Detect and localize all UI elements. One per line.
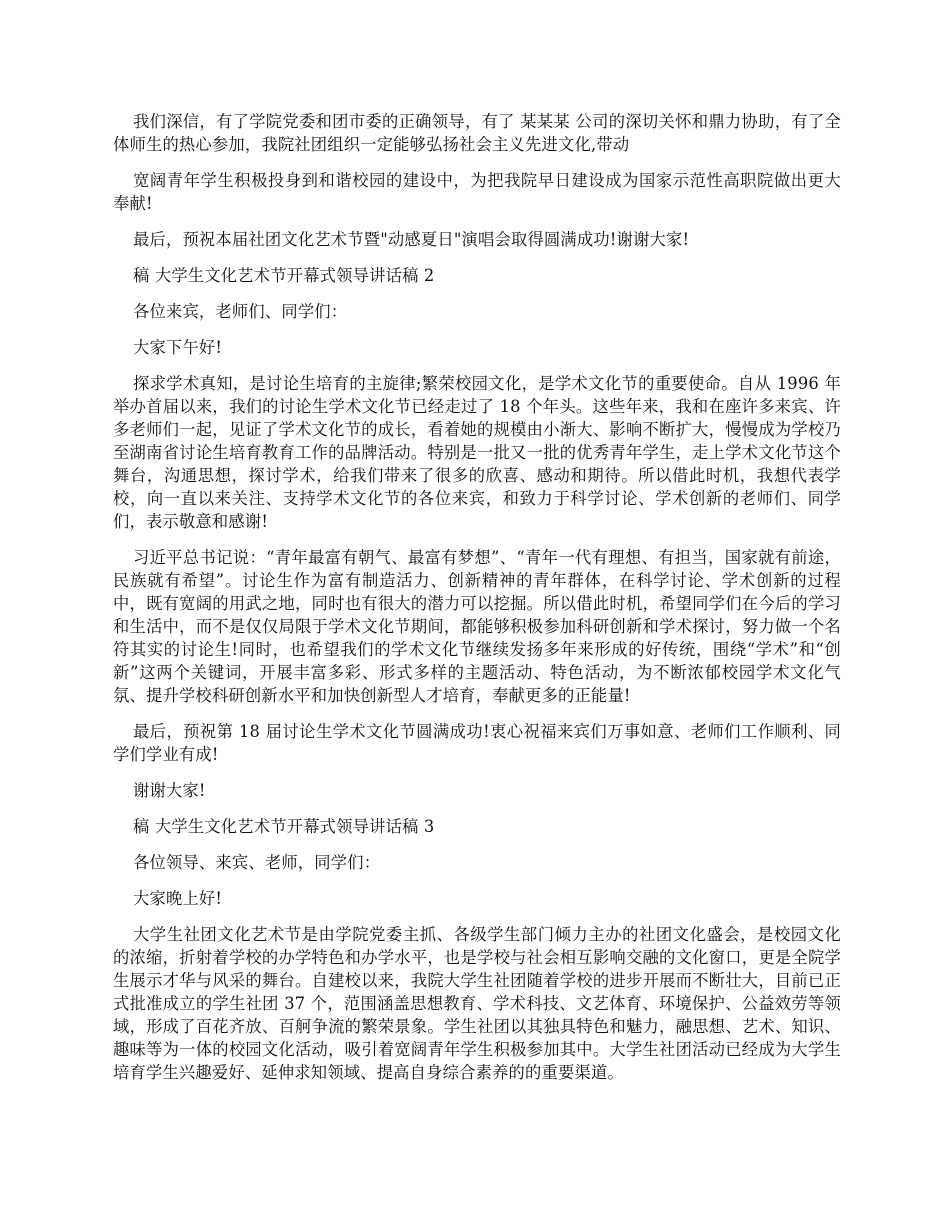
document-body — [113, 110, 841, 1097]
greeting: 大家下午好! — [133, 338, 223, 357]
paragraph: 宽阔青年学生积极投身到和谐校园的建设中，为把我院早日建设成为国家示范性高职院做出更大奉献! — [113, 171, 841, 213]
salutation: 各位领导、来宾、老师，同学们： — [133, 853, 381, 872]
paragraph: 最后，预祝本届社团文化艺术节暨"动感夏日"演唱会取得圆满成功!谢谢大家! — [133, 230, 690, 249]
paragraph: 探求学术真知，是讨论生培育的主旋律;繁荣校园文化，是学术文化节的重要使命。自从 1996 年举办首届以来，我们的讨论生学术文化节已经走过了 18 个年头。这些年来，我和在座许多来宾、许多老师们一起，见证了学术文化节的成长，看着她的规模由小渐大、影响不断扩大，慢慢成为学校乃至湖南省讨论生培育教育工作的品牌活动。特别是一批又一批的优秀青年学生，走上学术文化节这个舞台，沟通思想，探讨学术，给我们带来了很多的欣喜、感动和期待。所以借此时机，我想代表学校，向一直以来关注、支持学术文化节的各位来宾，和致力于科学讨论、学术创新的老师们、同学们，表示敬意和感谢! — [113, 374, 841, 531]
paragraph: 大学生社团文化艺术节是由学院党委主抓、各级学生部门倾力主办的社团文化盛会，是校园文化的浓缩，折射着学校的办学特色和办学水平，也是学校与社会相互影响交融的文化窗口，更是全院学生展示才华与风采的舞台。自建校以来，我院大学生社团随着学校的进步开展而不断壮大，目前已正式批准成立的学生社团 37 个，范围涵盖思想教育、学术科技、文艺体育、环境保护、公益效劳等领域，形成了百花齐放、百舸争流的繁荣景象。学生社团以其独具特色和魅力，融思想、艺术、知识、趣味等为一体的校园文化活动，吸引着宽阔青年学生积极参加其中。大学生社团活动已经成为大学生培育学生兴趣爱好、延伸求知领域、提高自身综合素养的的重要渠道。 — [113, 925, 841, 1082]
greeting: 大家晚上好! — [133, 889, 223, 908]
paragraph: 习近平总书记说：“青年最富有朝气、最富有梦想”、“青年一代有理想、有担当，国家就有前途，民族就有希望”。讨论生作为富有制造活力、创新精神的青年群体，在科学讨论、学术创新的过程中，既有宽阔的用武之地，同时也有很大的潜力可以挖掘。所以借此时机，希望同学们在今后的学习和生活中，而不是仅仅局限于学术文化节期间，都能够积极参加科研创新和学术探讨，努力做一个名符其实的讨论生!同时，也希望我们的学术文化节继续发扬多年来形成的好传统，围绕“学术”和“创新”这两个关键词，开展丰富多彩、形式多样的主题活动、特色活动，为不断浓郁校园学术文化气氛、提升学校科研创新水平和加快创新型人才培育，奉献更多的正能量! — [113, 548, 841, 705]
paragraph: 我们深信，有了学院党委和团市委的正确领导，有了 某某某 公司的深切关怀和鼎力协助，有了全体师生的热心参加，我院社团组织一定能够弘扬社会主义先进文化,带动 — [113, 112, 841, 154]
salutation: 各位来宾，老师们、同学们： — [133, 302, 348, 321]
paragraph: 最后，预祝第 18 届讨论生学术文化节圆满成功!衷心祝福来宾们万事如意、老师们工作顺利、同学们学业有成! — [113, 722, 841, 764]
closing: 谢谢大家! — [133, 781, 206, 800]
section-heading: 稿 大学生文化艺术节开幕式领导讲话稿 3 — [133, 817, 435, 836]
section-heading: 稿 大学生文化艺术节开幕式领导讲话稿 2 — [133, 266, 435, 285]
